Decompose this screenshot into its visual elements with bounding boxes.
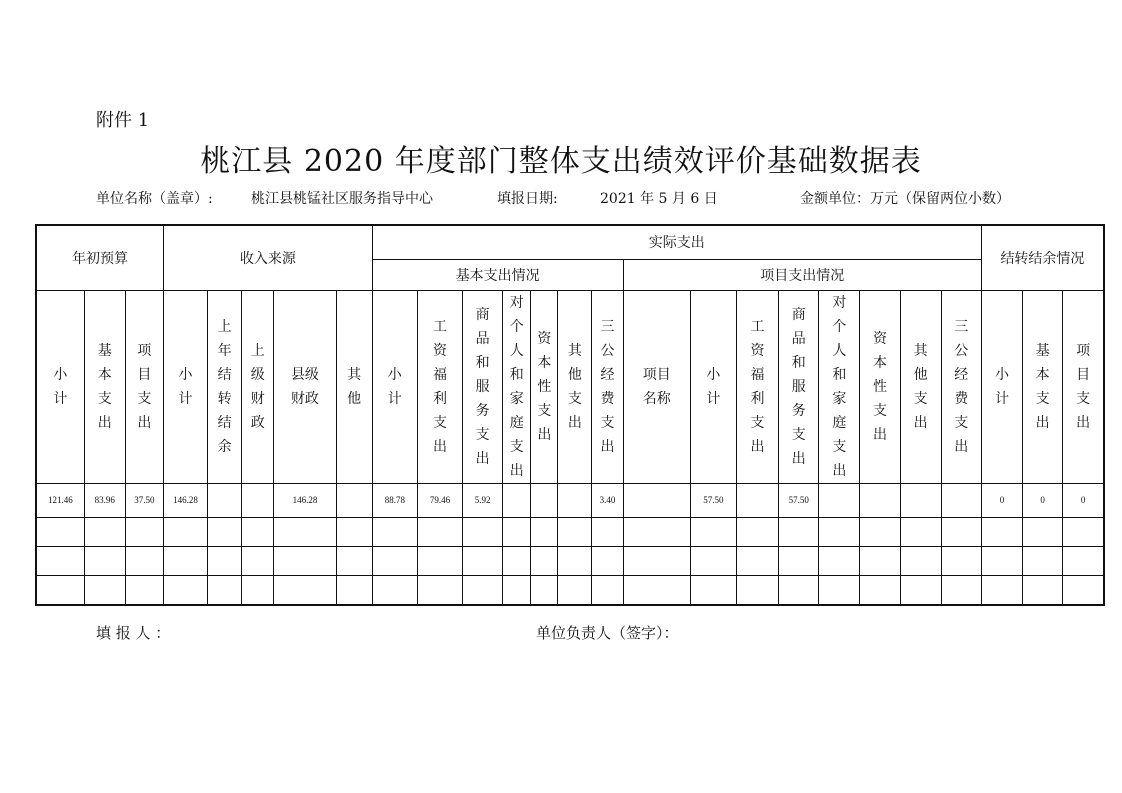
column-header bbox=[558, 290, 592, 483]
column-header bbox=[125, 290, 163, 483]
column-header bbox=[163, 290, 207, 483]
table-row bbox=[36, 517, 1104, 546]
table-cell-empty bbox=[941, 575, 981, 605]
table-cell-empty bbox=[36, 517, 84, 546]
column-header-label: 商品和服务支出 bbox=[791, 306, 806, 467]
column-header bbox=[463, 290, 503, 483]
table-cell bbox=[860, 483, 900, 517]
table-cell: 0 bbox=[1023, 483, 1063, 517]
column-header-label: 其他 bbox=[347, 366, 362, 407]
column-header bbox=[208, 290, 242, 483]
table-cell-empty bbox=[900, 546, 941, 575]
column-header bbox=[531, 290, 558, 483]
table-cell-empty bbox=[36, 546, 84, 575]
table-cell bbox=[900, 483, 941, 517]
table-cell: 0 bbox=[981, 483, 1022, 517]
table-cell-empty bbox=[690, 575, 736, 605]
column-header-label: 对个人和家庭支出 bbox=[832, 294, 847, 479]
column-header-label: 小计 bbox=[387, 366, 402, 407]
table-cell-empty bbox=[558, 546, 592, 575]
table-cell-empty bbox=[1063, 517, 1104, 546]
column-header-label: 工资福利支出 bbox=[750, 318, 765, 455]
table-cell-empty bbox=[779, 546, 819, 575]
column-header bbox=[372, 290, 417, 483]
column-header-label: 三公经费支出 bbox=[954, 318, 969, 455]
table-cell-empty bbox=[819, 517, 860, 546]
table-cell-empty bbox=[336, 517, 372, 546]
column-header bbox=[623, 290, 690, 483]
table-cell-empty bbox=[779, 575, 819, 605]
column-header-label: 商品和服务支出 bbox=[475, 306, 490, 467]
table-cell bbox=[736, 483, 778, 517]
column-header bbox=[274, 290, 336, 483]
table-cell-empty bbox=[860, 575, 900, 605]
unit-label: 单位名称（盖章）: bbox=[96, 191, 213, 207]
table-cell-empty bbox=[779, 517, 819, 546]
column-header-label: 县级财政 bbox=[290, 366, 319, 407]
column-header bbox=[981, 290, 1022, 483]
column-header-label: 小计 bbox=[178, 366, 193, 407]
page-title: 桃江县 2020 年度部门整体支出绩效评价基础数据表 bbox=[200, 144, 922, 179]
column-header bbox=[779, 290, 819, 483]
column-header-label: 工资福利支出 bbox=[432, 318, 447, 455]
column-header bbox=[336, 290, 372, 483]
table-cell-empty bbox=[690, 517, 736, 546]
table-cell-empty bbox=[819, 575, 860, 605]
table-cell-empty bbox=[531, 546, 558, 575]
table-cell-empty bbox=[274, 546, 336, 575]
column-header-label: 其他支出 bbox=[567, 342, 582, 431]
table-cell-empty bbox=[163, 546, 207, 575]
table-cell-empty bbox=[242, 517, 274, 546]
table-cell: 88.78 bbox=[372, 483, 417, 517]
table-cell-empty bbox=[900, 517, 941, 546]
group-basic: 基本支出情况 bbox=[372, 259, 623, 290]
table-cell-empty bbox=[463, 546, 503, 575]
amount-unit: 金额单位：万元（保留两位小数） bbox=[800, 191, 1010, 207]
column-header bbox=[819, 290, 860, 483]
table-cell-empty bbox=[736, 546, 778, 575]
table-cell-empty bbox=[274, 517, 336, 546]
table-cell: 57.50 bbox=[779, 483, 819, 517]
table-cell-empty bbox=[84, 517, 125, 546]
table-cell-empty bbox=[819, 546, 860, 575]
column-header-label: 项目支出 bbox=[137, 342, 152, 431]
table-cell-empty bbox=[372, 575, 417, 605]
column-header-label: 小计 bbox=[994, 366, 1009, 407]
table-cell-empty bbox=[242, 546, 274, 575]
column-header-label: 三公经费支出 bbox=[600, 318, 615, 455]
table-cell-empty bbox=[981, 546, 1022, 575]
column-header bbox=[860, 290, 900, 483]
table-cell-empty bbox=[592, 517, 623, 546]
unit-name: 桃江县桃锰社区服务指导中心 bbox=[251, 191, 433, 207]
table-cell: 57.50 bbox=[690, 483, 736, 517]
table-cell-empty bbox=[558, 517, 592, 546]
table-cell-empty bbox=[163, 517, 207, 546]
table-cell-empty bbox=[592, 546, 623, 575]
table-cell-empty bbox=[336, 575, 372, 605]
table-cell-empty bbox=[1023, 575, 1063, 605]
column-header-label: 上年结转结余 bbox=[217, 318, 232, 455]
table-cell-empty bbox=[690, 546, 736, 575]
column-header-label: 基本支出 bbox=[97, 342, 112, 431]
table-cell-empty bbox=[531, 575, 558, 605]
table-cell-empty bbox=[503, 517, 531, 546]
column-header-label: 对个人和家庭支出 bbox=[509, 294, 524, 479]
table-cell: 121.46 bbox=[36, 483, 84, 517]
group-income: 收入来源 bbox=[163, 225, 372, 290]
table-cell bbox=[558, 483, 592, 517]
table-cell-empty bbox=[941, 546, 981, 575]
table-cell-empty bbox=[125, 546, 163, 575]
table-cell-empty bbox=[417, 517, 462, 546]
column-header bbox=[503, 290, 531, 483]
table-cell-empty bbox=[503, 546, 531, 575]
group-project: 项目支出情况 bbox=[623, 259, 981, 290]
table-cell-empty bbox=[623, 517, 690, 546]
table-cell-empty bbox=[900, 575, 941, 605]
column-header bbox=[1023, 290, 1063, 483]
table-cell-empty bbox=[860, 546, 900, 575]
table-cell-empty bbox=[981, 575, 1022, 605]
table-cell-empty bbox=[463, 517, 503, 546]
table-cell-empty bbox=[463, 575, 503, 605]
table-cell bbox=[531, 483, 558, 517]
table-cell-empty bbox=[736, 575, 778, 605]
column-header-label: 资本性支出 bbox=[872, 330, 887, 443]
table-cell bbox=[208, 483, 242, 517]
table-cell-empty bbox=[242, 575, 274, 605]
attachment-label: 附件 1 bbox=[96, 110, 150, 131]
table-cell-empty bbox=[1063, 575, 1104, 605]
column-header bbox=[690, 290, 736, 483]
table-cell-empty bbox=[372, 546, 417, 575]
table-cell-empty bbox=[558, 575, 592, 605]
column-header-label: 资本性支出 bbox=[537, 330, 552, 443]
table-cell bbox=[503, 483, 531, 517]
table-cell: 146.28 bbox=[163, 483, 207, 517]
table-cell-empty bbox=[84, 546, 125, 575]
table-cell-empty bbox=[372, 517, 417, 546]
table-cell: 5.92 bbox=[463, 483, 503, 517]
table-cell-empty bbox=[736, 517, 778, 546]
column-header-label: 项目名称 bbox=[642, 366, 671, 407]
column-header-label: 上级财政 bbox=[250, 342, 265, 431]
group-budget: 年初预算 bbox=[36, 225, 163, 290]
table-cell bbox=[623, 483, 690, 517]
table-cell bbox=[242, 483, 274, 517]
table-cell-empty bbox=[1063, 546, 1104, 575]
table-cell-empty bbox=[941, 517, 981, 546]
table-cell-empty bbox=[417, 546, 462, 575]
table-cell-empty bbox=[84, 575, 125, 605]
column-header bbox=[417, 290, 462, 483]
column-header bbox=[900, 290, 941, 483]
table-cell-empty bbox=[981, 517, 1022, 546]
table-cell-empty bbox=[125, 575, 163, 605]
table-cell bbox=[941, 483, 981, 517]
column-header-label: 小计 bbox=[53, 366, 68, 407]
group-carryover: 结转结余情况 bbox=[981, 225, 1104, 290]
table-row bbox=[36, 546, 1104, 575]
table-cell: 0 bbox=[1063, 483, 1104, 517]
date-label: 填报日期: bbox=[497, 191, 558, 207]
date-value: 2021 年 5 月 6 日 bbox=[600, 191, 718, 207]
table-cell-empty bbox=[623, 546, 690, 575]
table-cell-empty bbox=[36, 575, 84, 605]
column-header bbox=[84, 290, 125, 483]
table-cell-empty bbox=[208, 517, 242, 546]
table-cell-empty bbox=[531, 517, 558, 546]
table-row bbox=[36, 575, 1104, 605]
table-cell-empty bbox=[592, 575, 623, 605]
column-header-label: 项目支出 bbox=[1076, 342, 1091, 431]
column-header-label: 基本支出 bbox=[1035, 342, 1050, 431]
table-cell: 79.46 bbox=[417, 483, 462, 517]
column-header-label: 小计 bbox=[706, 366, 721, 407]
table-cell: 3.40 bbox=[592, 483, 623, 517]
table-cell-empty bbox=[336, 546, 372, 575]
column-header bbox=[592, 290, 623, 483]
table-cell-empty bbox=[274, 575, 336, 605]
table-cell-empty bbox=[417, 575, 462, 605]
table-cell bbox=[336, 483, 372, 517]
table-cell: 37.50 bbox=[125, 483, 163, 517]
table-cell-empty bbox=[1023, 546, 1063, 575]
table-cell-empty bbox=[503, 575, 531, 605]
column-header bbox=[941, 290, 981, 483]
table-cell-empty bbox=[208, 546, 242, 575]
table-cell-empty bbox=[163, 575, 207, 605]
table-cell-empty bbox=[125, 517, 163, 546]
table-cell-empty bbox=[208, 575, 242, 605]
filler-label: 填 报 人 ： bbox=[96, 624, 171, 642]
table-cell: 83.96 bbox=[84, 483, 125, 517]
table-cell: 146.28 bbox=[274, 483, 336, 517]
table-cell bbox=[819, 483, 860, 517]
column-header bbox=[36, 290, 84, 483]
table-cell-empty bbox=[860, 517, 900, 546]
table-cell-empty bbox=[1023, 517, 1063, 546]
column-header bbox=[1063, 290, 1104, 483]
column-header bbox=[736, 290, 778, 483]
table-cell-empty bbox=[623, 575, 690, 605]
column-header bbox=[242, 290, 274, 483]
data-table bbox=[35, 224, 1105, 606]
group-actual: 实际支出 bbox=[372, 225, 981, 259]
responsible-label: 单位负责人（签字）： bbox=[536, 624, 679, 642]
column-header-label: 其他支出 bbox=[913, 342, 928, 431]
